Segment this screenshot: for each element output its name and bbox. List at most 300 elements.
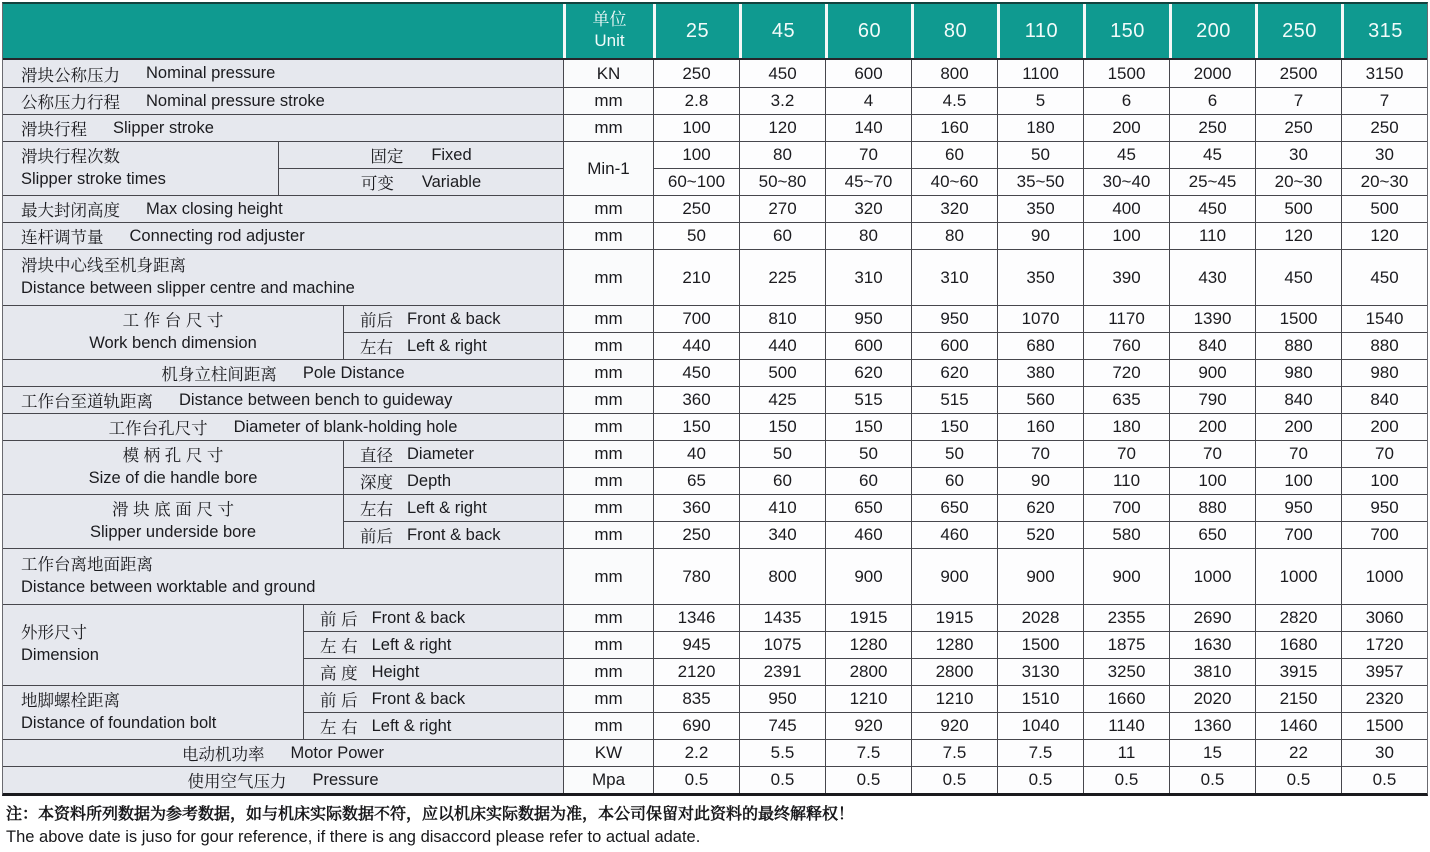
spec-row-group [3,60,1427,87]
row-label-zh: 电动机功率 [181,746,265,764]
value-cell: 500 [739,360,825,386]
value-cell: 425 [739,387,825,413]
value-cell: 1170 [1083,306,1169,332]
unit-cell: mm [563,333,653,359]
value-cell: 60 [825,468,911,494]
spec-table-header [3,4,1427,60]
value-cell: 720 [1083,360,1169,386]
spec-sub-row [343,306,1427,332]
value-cell: 20~30 [1255,169,1341,195]
value-cell: 1210 [825,686,911,712]
row-sublabel-en: Left & right [371,716,452,735]
value-cell: 600 [825,60,911,87]
spec-row-group [3,766,1427,793]
value-cell: 790 [1169,387,1255,413]
value-row [653,659,1427,685]
value-row [653,223,1427,249]
value-cell: 250 [1169,115,1255,141]
value-row [653,713,1427,739]
value-cell: 0.5 [997,767,1083,793]
row-label-zh: 滑块中心线至机身距离 [21,256,186,275]
sub-rows [343,306,1427,359]
value-cell: 2500 [1255,60,1341,87]
unit-cell: mm [563,223,653,249]
value-cell: 680 [997,333,1083,359]
row-label [3,306,343,359]
value-row [653,632,1427,658]
value-cell: 150 [739,414,825,440]
sub-rows [343,495,1427,548]
unit-cell: mm [563,549,653,604]
value-cell: 520 [997,522,1083,548]
value-cell: 320 [911,196,997,222]
spec-row-group [3,195,1427,222]
value-cell: 900 [825,549,911,604]
value-cell: 900 [911,549,997,604]
row-label [3,605,303,685]
unit-cell: mm [563,250,653,305]
value-cell: 1075 [739,632,825,658]
row-label-zh: 使用空气压力 [187,773,287,791]
unit-cell: mm [563,713,653,739]
value-cell: 635 [1083,387,1169,413]
value-cell: 1000 [1169,549,1255,604]
row-sublabel [303,659,563,685]
value-cell: 340 [739,522,825,548]
value-cell: 3250 [1083,659,1169,685]
spec-sub-row [343,521,1427,548]
row-label [3,441,343,494]
value-row [653,250,1427,305]
row-label-en: Distance between worktable and ground [21,577,316,596]
unit-cell: mm [563,522,653,548]
value-cell: 50~80 [739,169,825,195]
unit-cell: mm [563,196,653,222]
row-label [3,360,563,386]
value-cell: 50 [739,441,825,467]
row-label-en: Nominal pressure [146,64,276,82]
value-cell: 22 [1255,740,1341,766]
header-model-cell: 250 [1255,4,1341,58]
value-cell: 2.2 [653,740,739,766]
spec-table [2,2,1428,796]
value-cell: 1680 [1255,632,1341,658]
value-cell: 25~45 [1169,169,1255,195]
value-cell: 500 [1341,196,1427,222]
row-label-zh: 工作台至道轨距离 [21,393,153,411]
value-cell: 900 [997,549,1083,604]
row-label-en: Size of die handle bore [88,468,258,487]
value-cell: 1500 [1255,306,1341,332]
value-cell: 650 [825,495,911,521]
spec-row-group [3,440,1427,494]
value-cell: 3915 [1255,659,1341,685]
value-row [653,495,1427,521]
row-label-zh: 连杆调节量 [21,229,104,247]
value-cell: 1915 [825,605,911,631]
value-cell: 320 [825,196,911,222]
sub-rows [303,686,1427,739]
row-sublabel-en: Front & back [371,689,466,708]
spec-sheet [2,2,1428,848]
value-cell: 560 [997,387,1083,413]
value-cell: 0.5 [825,767,911,793]
value-cell: 30 [1341,142,1427,168]
value-cell: 2800 [911,659,997,685]
unit-cell: mm [563,686,653,712]
value-cell: 1280 [825,632,911,658]
row-label [3,142,278,195]
value-cell: 360 [653,495,739,521]
row-label-en: Distance between bench to guideway [179,390,453,409]
row-label-zh: 外形尺寸 [21,624,87,643]
value-cell: 70 [1255,441,1341,467]
value-cell: 150 [653,414,739,440]
value-cell: 100 [653,142,739,168]
value-cell: 250 [1341,115,1427,141]
unit-cell: Min-1 [563,142,653,195]
value-cell: 60 [911,142,997,168]
spec-sub-row [303,658,1427,685]
spec-row-group [3,305,1427,359]
row-label-en: Max closing height [146,199,283,218]
value-cell: 60 [739,468,825,494]
row-sublabel [343,441,563,467]
row-label-zh: 滑 块 底 面 尺 寸 [112,500,234,519]
row-label-zh: 最大封闭高度 [21,202,120,220]
value-cell: 60~100 [653,169,739,195]
value-cell: 200 [1083,115,1169,141]
value-cell: 200 [1341,414,1427,440]
spec-row-group [3,114,1427,141]
value-rows [653,142,1427,195]
row-sublabel [343,468,563,494]
row-sublabel [303,713,563,739]
value-cell: 2820 [1255,605,1341,631]
row-sublabel-zh: 前后 [360,528,393,546]
value-cell: 11 [1083,740,1169,766]
value-row [653,115,1427,141]
row-label [3,767,563,793]
value-cell: 950 [739,686,825,712]
value-cell: 650 [911,495,997,521]
unit-cell: mm [563,306,653,332]
row-sublabel-zh: 固定 [370,148,404,166]
spec-row-group [3,685,1427,739]
value-row [653,387,1427,413]
value-cell: 1435 [739,605,825,631]
sublabel-row [278,168,563,195]
value-cell: 310 [911,250,997,305]
value-cell: 450 [1255,250,1341,305]
value-cell: 1915 [911,605,997,631]
value-cell: 60 [739,223,825,249]
value-cell: 6 [1083,88,1169,114]
unit-cell: mm [563,414,653,440]
value-cell: 180 [1083,414,1169,440]
value-cell: 3150 [1341,60,1427,87]
value-cell: 3060 [1341,605,1427,631]
value-cell: 1346 [653,605,739,631]
value-cell: 350 [997,250,1083,305]
value-cell: 700 [653,306,739,332]
row-label-zh: 公称压力行程 [21,94,120,112]
value-cell: 945 [653,632,739,658]
row-label [3,686,303,739]
value-row [653,522,1427,548]
value-cell: 120 [1255,223,1341,249]
row-sublabel-en: Front & back [407,309,501,328]
value-row [653,60,1427,87]
row-label-en: Motor Power [290,743,385,762]
value-cell: 450 [1169,196,1255,222]
value-cell: 810 [739,306,825,332]
value-cell: 450 [1341,250,1427,305]
sublabel-column [278,142,563,195]
value-cell: 700 [1083,495,1169,521]
row-sublabel-zh: 深度 [360,474,393,492]
value-cell: 45~70 [825,169,911,195]
row-sublabel-zh: 前后 [360,312,393,330]
note-en: The above date is juso for gour reference, if there is ang disaccord please refer to actual adate. [6,828,701,847]
sublabel-row [278,142,563,168]
value-cell: 1875 [1083,632,1169,658]
value-cell: 2028 [997,605,1083,631]
value-cell: 70 [997,441,1083,467]
row-sublabel-zh: 前 后 [320,611,358,629]
value-row [653,549,1427,604]
value-cell: 840 [1169,333,1255,359]
value-cell: 100 [1083,223,1169,249]
row-label [3,387,563,413]
value-cell: 580 [1083,522,1169,548]
value-cell: 410 [739,495,825,521]
value-cell: 250 [653,522,739,548]
value-cell: 515 [911,387,997,413]
value-cell: 5 [997,88,1083,114]
value-cell: 1500 [1341,713,1427,739]
value-cell: 950 [911,306,997,332]
value-cell: 1070 [997,306,1083,332]
value-cell: 35~50 [997,169,1083,195]
value-cell: 2391 [739,659,825,685]
value-cell: 920 [911,713,997,739]
value-cell: 0.5 [1169,767,1255,793]
value-row [653,142,1427,168]
value-cell: 100 [1341,468,1427,494]
row-label-en: Slipper stroke times [21,169,166,188]
row-label-en: Dimension [21,646,99,664]
value-row [653,196,1427,222]
row-label-zh: 滑块公称压力 [21,66,120,85]
value-cell: 900 [1169,360,1255,386]
header-unit-cell [563,4,653,58]
value-cell: 160 [911,115,997,141]
value-cell: 7 [1255,88,1341,114]
row-label-en: Distance of foundation bolt [21,713,217,732]
value-cell: 40 [653,441,739,467]
header-blank-cell [3,4,563,58]
header-unit-en: Unit [594,31,625,50]
row-sublabel [303,686,563,712]
value-cell: 950 [1341,495,1427,521]
value-cell: 100 [1255,468,1341,494]
row-label-en: Pressure [312,770,379,789]
notes [2,796,1428,848]
value-cell: 0.5 [739,767,825,793]
value-cell: 6 [1169,88,1255,114]
row-sublabel-zh: 可变 [360,175,394,193]
value-row [653,306,1427,332]
value-row [653,686,1427,712]
unit-cell: mm [563,387,653,413]
value-cell: 50 [911,441,997,467]
row-label-en: Work bench dimension [89,333,257,352]
spec-row-group [3,548,1427,604]
spec-row-group [3,222,1427,249]
value-cell: 600 [825,333,911,359]
value-cell: 150 [911,414,997,440]
row-sublabel-en: Diameter [407,444,474,463]
unit-cell: mm [563,659,653,685]
spec-sub-row [303,712,1427,739]
value-cell: 1000 [1341,549,1427,604]
spec-row-group [3,141,1427,195]
row-sublabel [303,605,563,631]
header-model-cell: 315 [1341,4,1427,58]
value-cell: 50 [653,223,739,249]
value-cell: 7.5 [911,740,997,766]
value-cell: 840 [1341,387,1427,413]
value-row [653,88,1427,114]
row-label-en: Slipper underside bore [89,522,257,541]
sub-rows [303,605,1427,685]
unit-cell: KW [563,740,653,766]
value-cell: 2150 [1255,686,1341,712]
value-cell: 0.5 [911,767,997,793]
unit-cell: mm [563,115,653,141]
row-label-zh: 工作台离地面距离 [21,555,153,574]
value-cell: 80 [825,223,911,249]
value-cell: 7 [1341,88,1427,114]
value-cell: 70 [825,142,911,168]
value-cell: 880 [1169,495,1255,521]
row-label [3,414,563,440]
value-cell: 250 [1255,115,1341,141]
value-cell: 140 [825,115,911,141]
value-cell: 15 [1169,740,1255,766]
value-cell: 900 [1083,549,1169,604]
value-cell: 450 [653,360,739,386]
value-cell: 620 [997,495,1083,521]
value-cell: 150 [825,414,911,440]
row-sublabel [343,333,563,359]
value-cell: 2.8 [653,88,739,114]
value-cell: 350 [997,196,1083,222]
row-label-zh: 机身立柱间距离 [161,366,277,384]
row-label-en: Nominal pressure stroke [146,91,325,110]
row-label [3,495,343,548]
row-label [3,88,563,114]
value-cell: 2000 [1169,60,1255,87]
value-cell: 620 [825,360,911,386]
spec-row-group [3,413,1427,440]
row-label [3,60,563,87]
row-sublabel-en: Height [371,662,420,681]
row-sublabel [303,632,563,658]
value-cell: 40~60 [911,169,997,195]
value-row [653,468,1427,494]
row-sublabel [343,522,563,548]
row-label [3,223,563,249]
value-cell: 30~40 [1083,169,1169,195]
row-sublabel-zh: 左右 [360,339,393,357]
header-model-cell: 60 [825,4,911,58]
value-cell: 3130 [997,659,1083,685]
value-cell: 200 [1169,414,1255,440]
row-sublabel-zh: 左 右 [320,719,358,737]
value-cell: 250 [653,196,739,222]
row-sublabel [278,169,563,195]
unit-cell: mm [563,605,653,631]
unit-cell: mm [563,495,653,521]
row-label [3,250,563,305]
header-model-cell: 25 [653,4,739,58]
value-cell: 450 [739,60,825,87]
value-cell: 620 [911,360,997,386]
value-cell: 600 [911,333,997,359]
value-cell: 100 [1169,468,1255,494]
spec-sub-row [343,332,1427,359]
value-cell: 1360 [1169,713,1255,739]
value-cell: 1510 [997,686,1083,712]
value-cell: 500 [1255,196,1341,222]
value-cell: 20~30 [1341,169,1427,195]
spec-row-group [3,249,1427,305]
row-label [3,115,563,141]
value-cell: 2690 [1169,605,1255,631]
value-cell: 800 [739,549,825,604]
value-cell: 515 [825,387,911,413]
sub-rows [343,441,1427,494]
unit-cell: mm [563,468,653,494]
value-cell: 1390 [1169,306,1255,332]
value-cell: 440 [739,333,825,359]
value-cell: 0.5 [1083,767,1169,793]
value-cell: 1630 [1169,632,1255,658]
value-cell: 2320 [1341,686,1427,712]
value-cell: 920 [825,713,911,739]
value-cell: 380 [997,360,1083,386]
value-cell: 30 [1255,142,1341,168]
value-cell: 650 [1169,522,1255,548]
value-cell: 270 [739,196,825,222]
value-cell: 90 [997,468,1083,494]
row-label-en: Connecting rod adjuster [129,226,305,245]
value-cell: 80 [739,142,825,168]
value-cell: 310 [825,250,911,305]
value-row [653,168,1427,195]
row-label-zh: 滑块行程次数 [21,147,120,166]
value-cell: 5.5 [739,740,825,766]
value-cell: 2020 [1169,686,1255,712]
value-cell: 460 [911,522,997,548]
spec-sub-row [303,631,1427,658]
spec-row-group [3,739,1427,766]
spec-row-group [3,386,1427,413]
value-cell: 70 [1083,441,1169,467]
value-cell: 120 [739,115,825,141]
